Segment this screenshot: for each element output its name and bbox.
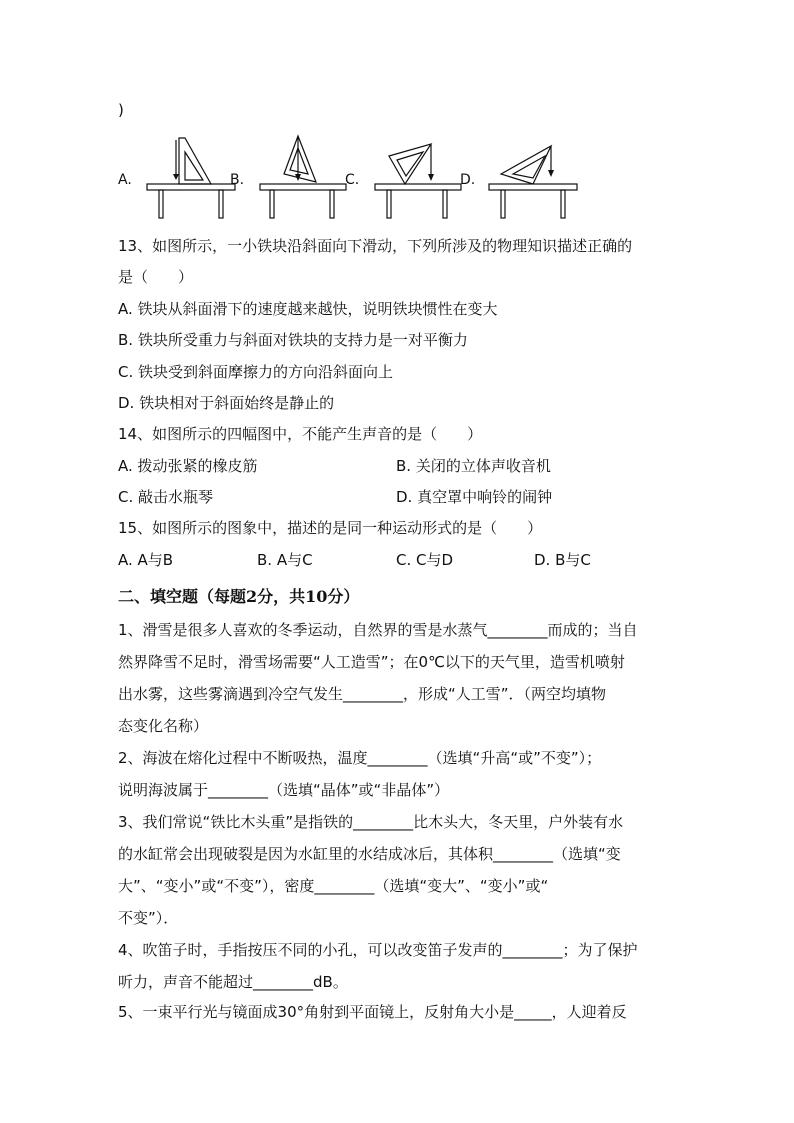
fill-q5-line1: 5、一束平行光与镜面成30°角射到平面镜上，反射角大小是_____，人迎着反	[118, 1003, 627, 1021]
q14-option-a: A. 拨动张紧的橡皮筋	[118, 457, 258, 475]
q14-option-c: C. 敲击水瓶琴	[118, 488, 214, 506]
fill-q4-line2: 听力，声音不能超过________dB。	[118, 973, 348, 991]
q15-option-d: D. B与C	[534, 551, 591, 569]
q15-option-b: B. A与C	[257, 551, 313, 569]
fill-q2-line2: 说明海波属于________（选填“晶体”或“非晶体”）	[118, 781, 450, 799]
figure-option-c-label: C.	[345, 172, 360, 188]
prev-question-fragment: )	[118, 101, 124, 119]
fill-q2-line1: 2、海波在熔化过程中不断吸热，温度________（选填“升高“或”不变”）；	[118, 749, 602, 767]
q14-option-d: D. 真空罩中响铃的闹钟	[396, 488, 553, 506]
q13-stem-line1: 13、如图所示，一小铁块沿斜面向下滑动，下列所涉及的物理知识描述正确的	[118, 237, 633, 255]
fill-q1-line1: 1、滑雪是很多人喜欢的冬季运动，自然界的雪是水蒸气________而成的；当自	[118, 621, 638, 639]
q14-stem: 14、如图所示的四幅图中，不能产生声音的是（ ）	[118, 425, 483, 443]
fill-q1-line2: 然界降雪不足时，滑雪场需要“人工造雪”；在0℃以下的天气里，造雪机喷射	[118, 653, 625, 671]
fill-q1-line4: 态变化名称）	[118, 717, 209, 735]
fill-q3-line4: 不变”）．	[118, 909, 179, 927]
q14-option-b: B. 关闭的立体声收音机	[396, 457, 551, 475]
q13-option-a: A. 铁块从斜面滑下的速度越来越快，说明铁块惯性在变大	[118, 300, 498, 318]
q13-option-d: D. 铁块相对于斜面始终是静止的	[118, 394, 335, 412]
fill-q3-line1: 3、我们常说“铁比木头重”是指铁的________比木头大，冬天里，户外装有水	[118, 813, 624, 831]
figure-c-triangle-ruler	[373, 134, 463, 220]
q13-stem-line2: 是（ ）	[118, 268, 194, 286]
q15-stem: 15、如图所示的图象中，描述的是同一种运动形式的是（ ）	[118, 519, 543, 537]
q15-option-a: A. A与B	[118, 551, 174, 569]
figure-b-triangle-ruler	[258, 134, 348, 220]
fill-q4-line1: 4、吹笛子时，手指按压不同的小孔，可以改变笛子发声的________；为了保护	[118, 941, 638, 959]
figure-d-triangle-ruler	[487, 134, 579, 220]
figure-option-b-label: B.	[230, 172, 245, 188]
fill-q1-line3: 出水雾，这些雾滴遇到冷空气发生________，形成“人工雪”．（两空均填物	[118, 685, 607, 703]
figure-option-a-label: A.	[118, 172, 132, 188]
fill-q3-line3: 大”、“变小”或“不变”），密度________（选填“变大”、“变小”或“	[118, 877, 549, 895]
q15-option-c: C. C与D	[396, 551, 454, 569]
figure-a-triangle-ruler	[145, 134, 237, 220]
q13-option-b: B. 铁块所受重力与斜面对铁块的支持力是一对平衡力	[118, 331, 468, 349]
q13-option-c: C. 铁块受到斜面摩擦力的方向沿斜面向上	[118, 363, 394, 381]
fill-q3-line2: 的水缸常会出现破裂是因为水缸里的水结成冰后，其体积________（选填“变	[118, 845, 621, 863]
figure-option-d-label: D.	[460, 172, 476, 188]
section-heading: 二、填空题（每题2分，共10分）	[118, 587, 360, 606]
